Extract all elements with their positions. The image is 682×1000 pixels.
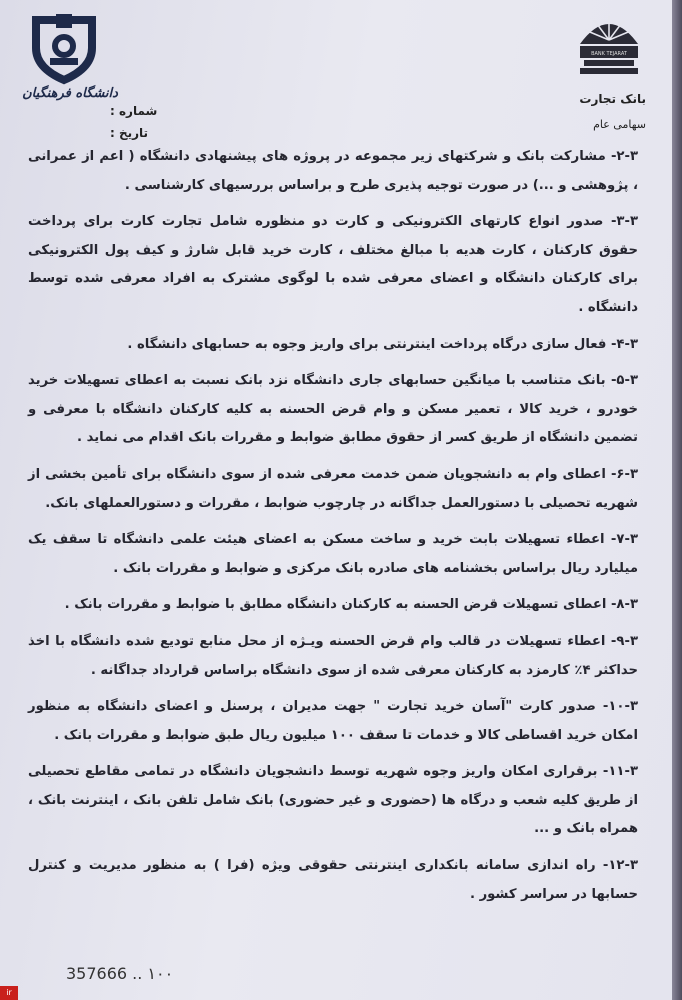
date-label: تاریخ :: [110, 126, 149, 140]
clause-3-4: ۴-۳- فعال سازی درگاه پرداخت اینترنتی برای واریز وجوه به حسابهای دانشگاه .: [127, 336, 638, 352]
corner-watermark: ir: [0, 986, 18, 1000]
clause-3-6: ۶-۳- اعطای وام به دانشجویان ضمن خدمت معرفی شده از سوی دانشگاه برای تأمین بخشی از شهریه تحصیلی با دستورالعمل جداگانه در چارچوب ضوابط ، مقررات و دستورالعملهای بانک.: [28, 466, 638, 511]
bank-tejarat-logo-icon: [574, 10, 644, 76]
university-name: دانشگاه فرهنگیان: [22, 86, 118, 101]
clause-3-11: ۱۱-۳- برقراری امکان واریز وجوه شهریه توسط دانشجویان دانشگاه در تمامی مقاطع تحصیلی از طریق کلیه شعب و درگاه ها (حضوری و غیر حضوری) بانک شامل تلفن بانک ، اینترنت بانک ، همراه بانک و ...: [28, 764, 638, 837]
clause-3-9: ۹-۳- اعطاء تسهیلات در قالب وام قرض الحسنه ویـژه از محل منابع تودیع شده دانشگاه با اخذ حداکثر ۴٪ کارمزد به کارکنان معرفی شده از سوی دانشگاه براساس قرارداد جداگانه .: [28, 633, 638, 678]
bank-name: بانک تجارت: [579, 92, 646, 106]
clause-3-8: ۸-۳- اعطای تسهیلات قرض الحسنه به کارکنان دانشگاه مطابق با ضوابط و مقررات بانک .: [64, 597, 638, 613]
clause-3-5: ۵-۳- بانک متناسب با میانگین حسابهای جاری دانشگاه نزد بانک نسبت به اعطای تسهیلات خرید خودرو ، خرید کالا ، تعمیر مسکن و وام قرض الحسنه به کلیه کارکنان دانشگاه با معرفی و تضمین دانشگاه از طریق کسر از حقوق مطابق ضوابط و مقررات بانک اقدام می نماید .: [28, 373, 638, 446]
bank-type: سهامی عام: [593, 118, 646, 131]
page-edge-shadow: [672, 0, 682, 1000]
university-logo-icon: [28, 8, 100, 90]
clause-3-7: ۷-۳- اعطاء تسهیلات بابت خرید و ساخت مسکن به اعضای هیئت علمی دانشگاه تا سقف یک میلیارد ریال براساس بخشنامه های صادره بانک مرکزی و ضوابط و مقررات بانک .: [28, 532, 638, 576]
clause-3-2: ۲-۳- مشارکت بانک و شرکتهای زیر مجموعه در پروژه های پیشنهادی دانشگاه ( اعم از عمرانی ، پژوهشی و ...) در صورت توجیه پذیری طرح و براساس بررسیهای کارشناسی .: [28, 149, 638, 193]
clause-3-10: ۱۰-۳- صدور کارت "آسان خرید تجارت " جهت مدیران ، پرسنل و اعضای دانشگاه به منظور امکان خرید اقساطی کالا و خدمات تا سقف ۱۰۰ میلیون ریال طبق ضوابط و مقررات بانک .: [28, 699, 638, 743]
number-label: شماره :: [110, 104, 158, 118]
clause-3-12: ۱۲-۳- راه اندازی سامانه بانکداری اینترنتی حقوقی ویژه (فرا ) به منظور مدیریت و کنترل حسابها در سراسر کشور .: [28, 858, 638, 902]
document-number: 357666 .. ۱۰۰: [66, 964, 174, 983]
bank-logo-caption: BANK TEJARAT: [591, 51, 627, 57]
letter-body: [28, 143, 638, 917]
clause-3-3: ۳-۳- صدور انواع کارتهای الکترونیکی و کارت دو منظوره شامل تجارت کارت برای پرداخت حقوق کارکنان ، کارت هدیه با مبالغ مختلف ، کارت خرید قابل شارژ و کیف پول الکترونیکی برای کارکنان دانشگاه و اعضای معرفی شده با لوگوی مشترک به افراد معرفی شده توسط دانشگاه .: [28, 214, 638, 315]
